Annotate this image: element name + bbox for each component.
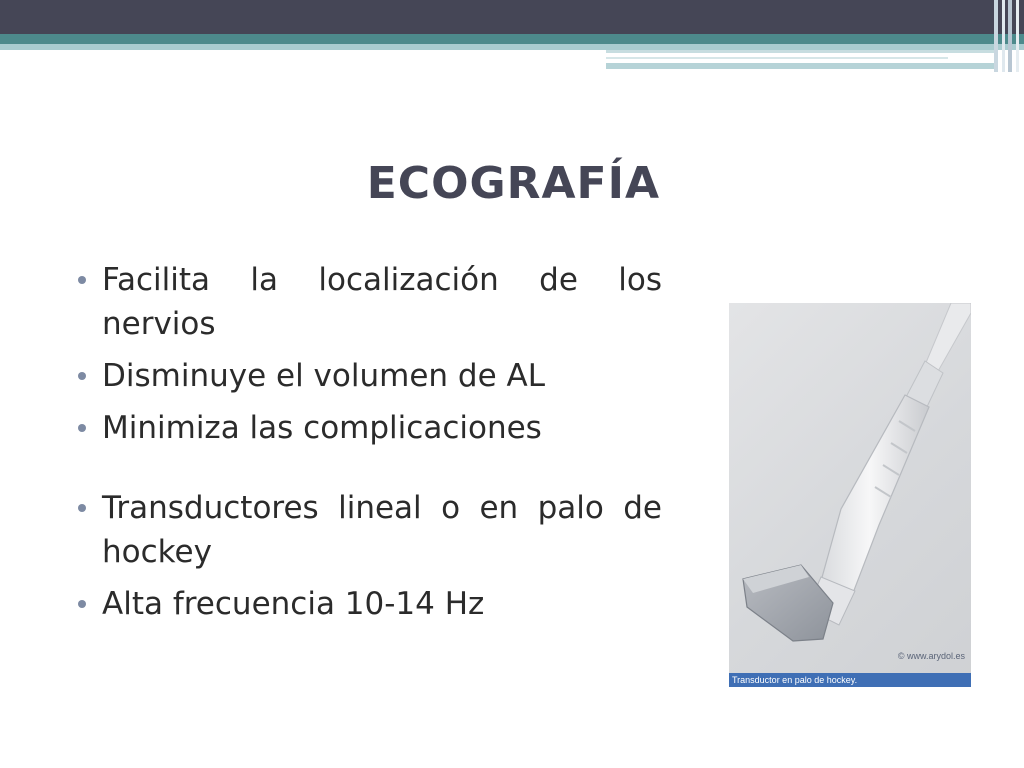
bullet-text: Minimiza las complicaciones <box>102 410 542 446</box>
hockey-stick-transducer-icon <box>729 303 971 687</box>
bullet-dot-icon <box>78 424 86 432</box>
bullet-list <box>72 258 662 634</box>
transducer-photo <box>729 303 971 687</box>
header-vertical-strips <box>990 0 1024 72</box>
header-accent-line <box>606 63 998 69</box>
bullet-item <box>72 354 662 398</box>
bullet-text: Transductores lineal o en palo de hockey <box>102 490 662 570</box>
bullet-item <box>72 486 662 574</box>
photo-caption: Transductor en palo de hockey. <box>729 673 971 687</box>
bullet-dot-icon <box>78 600 86 608</box>
photo-watermark: © www.arydol.es <box>897 651 965 661</box>
bullet-dot-icon <box>78 504 86 512</box>
bullet-text: Disminuye el volumen de AL <box>102 358 545 394</box>
bullet-dot-icon <box>78 372 86 380</box>
bullet-text: Facilita la localización de los nervios <box>102 262 662 342</box>
slide-title: ECOGRAFÍA <box>366 158 660 209</box>
header-accent-line <box>606 57 948 59</box>
bullet-item <box>72 406 662 450</box>
bullet-item <box>72 582 662 626</box>
header-accent-line <box>606 50 998 53</box>
header-band-dark <box>0 0 1024 34</box>
bullet-dot-icon <box>78 276 86 284</box>
bullet-text: Alta frecuencia 10-14 Hz <box>102 586 485 622</box>
bullet-item <box>72 258 662 346</box>
header-band-teal <box>0 34 1024 44</box>
